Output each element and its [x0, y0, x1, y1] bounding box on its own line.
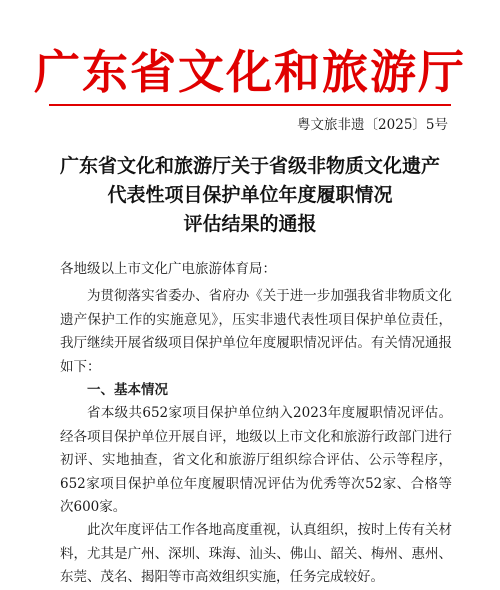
title-line: 广东省文化和旅游厅关于省级非物质文化遗产	[59, 155, 440, 177]
body-paragraph: 为贯彻落实省委办、省府办《关于进一步加强我省非物质文化遗产保护工作的实施意见》，压实非遗代表性项目保护单位责任，我厅继续开展省级项目保护单位年度履职情况评估。有关情况通报如下：	[60, 288, 452, 375]
body-paragraph: 省本级共652家项目保护单位纳入2023年度履职情况评估。经各项目保护单位开展自评，地级以上市文化和旅游行政部门进行初评、实地抽查，省文化和旅游厅组织综合评估、公示等程序，652家项目保护单位年度履职情况评估为优秀等次52家、合格等次600家。	[60, 405, 452, 516]
document-number: 粤文旅非遗〔2025〕5号	[297, 117, 448, 133]
body-paragraph: 此次年度评估工作各地高度重视，认真组织，按时上传有关材料，尤其是广州、深圳、珠海、汕头、佛山、韶关、梅州、惠州、东莞、茂名、揭阳等市高效组织实施，任务完成较好。	[60, 522, 452, 586]
title-line: 代表性项目保护单位年度履职情况	[107, 184, 393, 206]
issuer-masthead: 广东省文化和旅游厅	[34, 45, 466, 99]
red-separator-line	[49, 104, 451, 106]
section-heading: 一、基本情况	[87, 382, 168, 399]
salutation: 各地级以上市文化广电旅游体育局：	[60, 261, 276, 277]
document-title	[30, 152, 470, 239]
title-line: 评估结果的通报	[183, 213, 317, 235]
document-body	[60, 258, 452, 590]
